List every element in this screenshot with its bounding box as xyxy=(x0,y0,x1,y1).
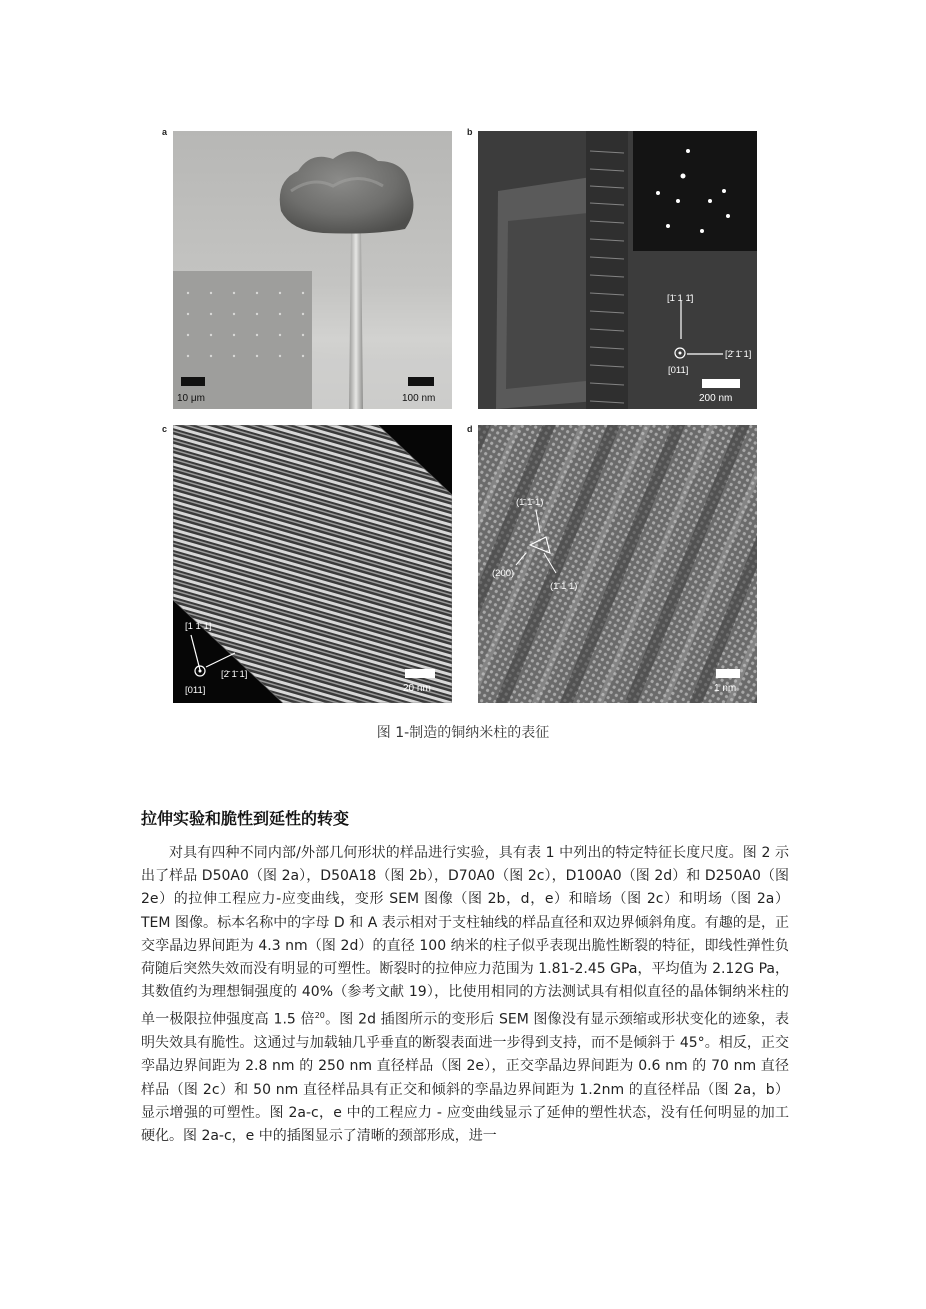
panel-d-letter: d xyxy=(467,424,473,434)
panel-b-tem-image xyxy=(478,131,757,409)
reference-superscript: 20 xyxy=(314,1011,325,1021)
panel-b-dir-out-label: [011] xyxy=(668,365,689,376)
paragraph-text-part-1: 对具有四种不同内部/外部几何形状的样品进行实验，具有表 1 中列出的特定特征长度尺度。图 2 示出了样品 D50A0（图 2a），D50A18（图 2b），D70A0（图 2c），D100A0（图 2d）和 D250A0（图 2e）的拉伸工程应力-应变曲线，变形 SEM 图像（图 2b，d，e）和暗场（图 2c）和明场（图 2a）TEM 图像。标本名称中的字母 D 和 A 表示相对于支柱轴线的样品直径和双边界倾斜角度。有趣的是，正交孪晶边界间距为 4.3 nm（图 2d）的直径 100 纳米的柱子似乎表现出脆性断裂的特征，即线性弹性负荷随后突然失效而没有明显的可塑性。断裂时的拉伸应力范围为 1.81-2.45 GPa，平均值为 2.12G Pa，其数值约为理想铜强度的 40%（参考文献 19），比使用相同的方法测试具有相似直径的晶体铜纳米柱的单一极限拉伸强度高 1.5 倍 xyxy=(141,845,789,1029)
panel-d-scale-bar xyxy=(716,669,740,678)
panel-c-dir-out-label: [011] xyxy=(185,685,206,696)
panel-c-scale-bar xyxy=(405,669,435,678)
panel-a-inset-scale-label: 10 μm xyxy=(177,393,205,404)
panel-a-scale-label: 100 nm xyxy=(402,393,436,404)
figure-1 xyxy=(160,124,760,709)
panel-c-tem-image xyxy=(173,425,452,703)
panel-c-dir-up-label: [1 1̄ 1] xyxy=(185,621,212,632)
panel-a-inset-scale-bar xyxy=(181,377,205,386)
panel-a-letter: a xyxy=(162,127,168,137)
section-heading: 拉伸实验和脆性到延性的转变 xyxy=(141,809,350,828)
panel-b-scale-label: 200 nm xyxy=(699,393,733,404)
panel-b-dir-up-label: [1̄ 1 1̄] xyxy=(667,293,694,304)
panel-c-letter: c xyxy=(162,424,168,434)
panel-b-dir-right-label: [2̄ 1̄ 1] xyxy=(725,349,752,360)
panel-d-plane-right-label: (1̄ 1 1) xyxy=(550,581,578,592)
panel-d-scale-label: 1 nm xyxy=(714,683,737,694)
panel-c-dir-right-label: [2̄ 1̄ 1] xyxy=(221,669,248,680)
panel-c-scale-label: 20 nm xyxy=(403,683,431,694)
paragraph-text-part-2: 。图 2d 插图所示的变形后 SEM 图像没有显示颈缩或形状变化的迹象，表明失效具有脆性。这通过与加载轴几乎垂直的断裂表面进一步得到支持，而不是倾斜于 45°。相反，正交孪晶边界间距为 2.8 nm 的 250 nm 直径样品（图 2e），正交孪晶边界间距为 0.6 nm 的 70 nm 直径样品（图 2c）和 50 nm 直径样品具有正交和倾斜的孪晶边界间距为 1.2nm 的直径样品（图 2a，b）显示增强的可塑性。图 2a-c，e 中的工程应力 - 应变曲线显示了延伸的塑性状态，没有任何明显的加工硬化。图 2a-c，e 中的插图显示了清晰的颈部形成，进一 xyxy=(141,1012,789,1145)
panel-b-letter: b xyxy=(467,127,473,137)
body-paragraph xyxy=(141,842,789,1148)
panel-d-hrtem-image xyxy=(478,425,757,703)
panel-a-sem-image xyxy=(173,131,452,409)
panel-d-plane-left-label: (200) xyxy=(492,568,515,579)
figure-caption: 图 1-制造的铜纳米柱的表征 xyxy=(376,725,550,741)
panel-d-plane-top-label: (1̄ 1̄ 1) xyxy=(516,497,544,508)
panel-a-scale-bar xyxy=(408,377,434,386)
panel-b-scale-bar xyxy=(702,379,740,388)
